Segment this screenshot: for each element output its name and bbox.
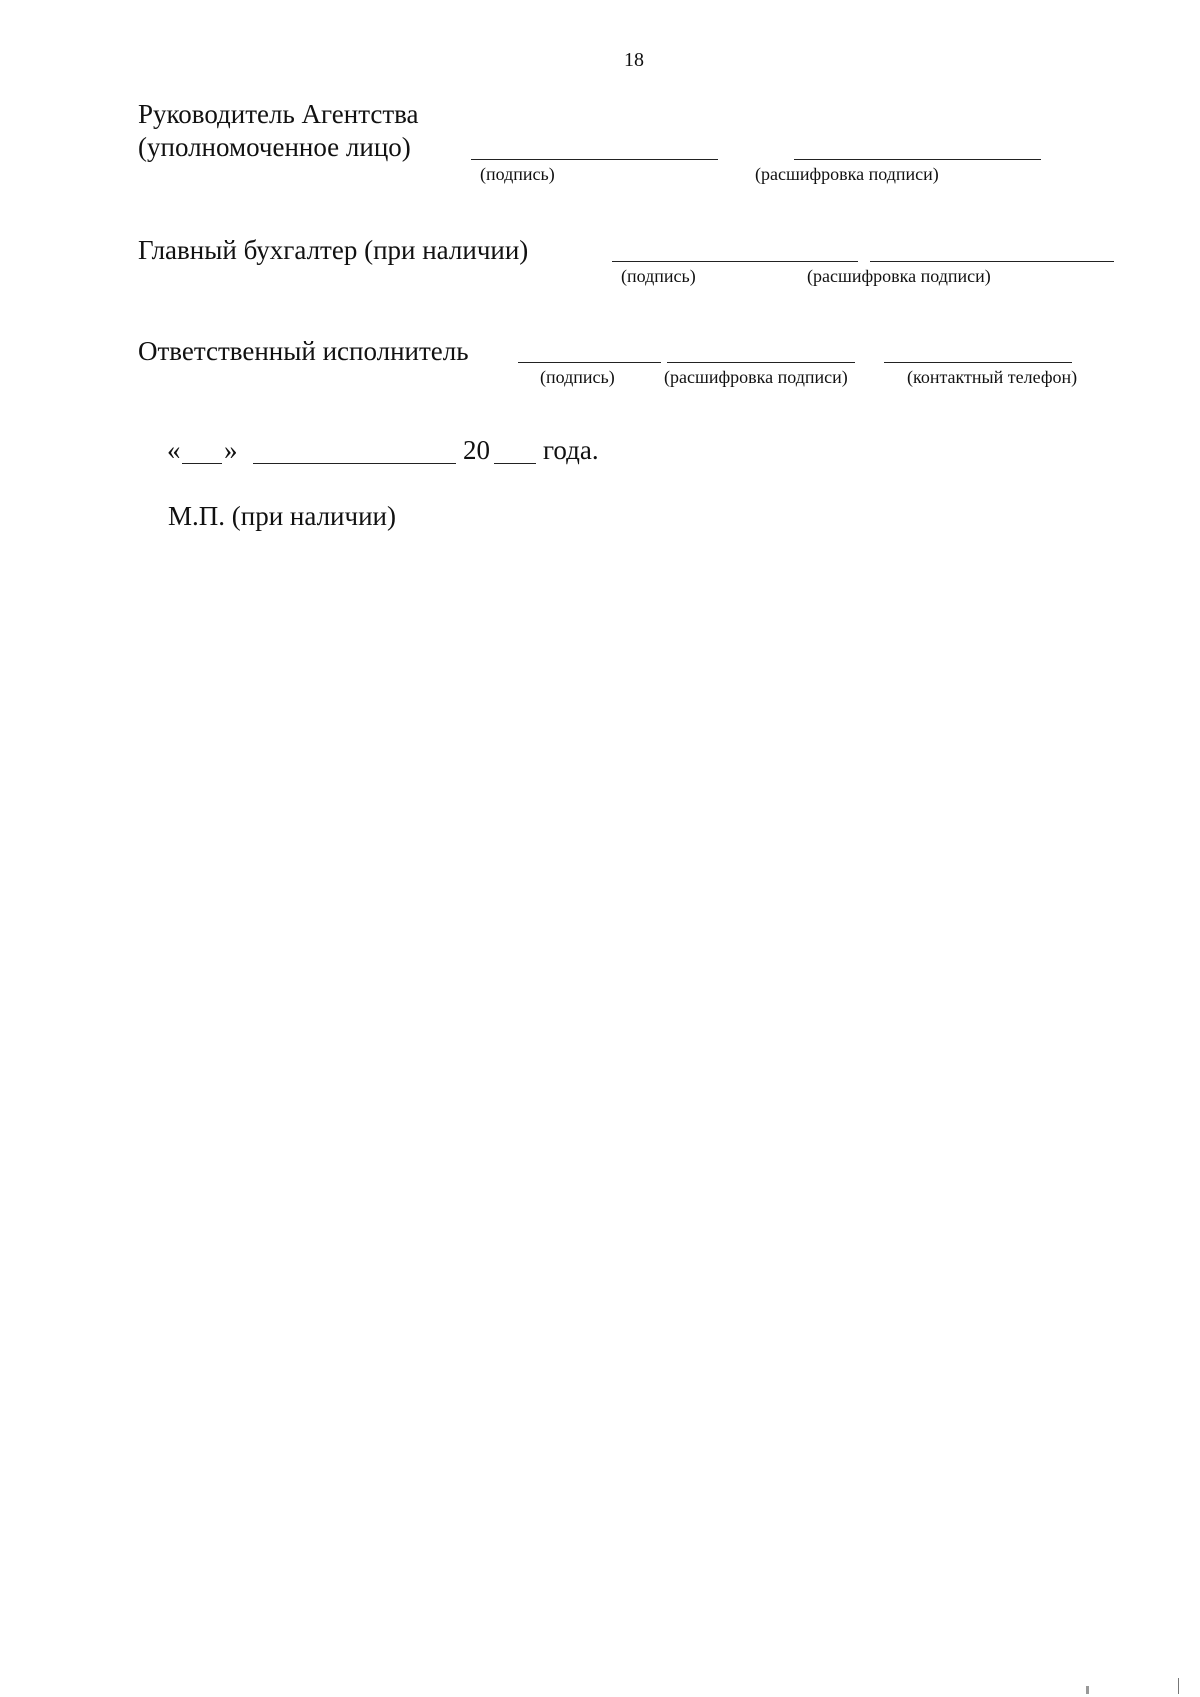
year-suffix: года. (543, 435, 599, 465)
head-title-line1: Руководитель Агентства (138, 99, 419, 129)
executor-signature-caption: (подпись) (540, 367, 615, 387)
accountant-title: Главный бухгалтер (при наличии) (138, 235, 529, 265)
date-close-quote: » (224, 435, 238, 465)
head-decoding-line (794, 159, 1041, 160)
seal-label: М.П. (при наличии) (168, 501, 396, 531)
executor-title: Ответственный исполнитель (138, 336, 469, 366)
head-decoding-caption: (расшифровка подписи) (755, 164, 939, 184)
scan-artifact (1178, 1678, 1179, 1694)
executor-phone-line (884, 362, 1072, 363)
month-blank-line (253, 463, 456, 464)
head-signature-line (471, 159, 718, 160)
page-number: 18 (624, 49, 644, 71)
accountant-decoding-caption: (расшифровка подписи) (807, 266, 991, 286)
year-blank-line (494, 463, 536, 464)
executor-phone-caption: (контактный телефон) (907, 367, 1078, 387)
accountant-decoding-line (870, 261, 1114, 262)
executor-decoding-caption: (расшифровка подписи) (664, 367, 848, 387)
year-prefix: 20 (463, 435, 490, 465)
head-title-line2: (уполномоченное лицо) (138, 132, 411, 162)
day-blank-line (182, 463, 222, 464)
head-signature-caption: (подпись) (480, 164, 555, 184)
accountant-signature-caption: (подпись) (621, 266, 696, 286)
executor-signature-line (518, 362, 661, 363)
date-open-quote: « (167, 435, 181, 465)
scan-artifact (1086, 1686, 1089, 1694)
executor-decoding-line (667, 362, 855, 363)
accountant-signature-line (612, 261, 858, 262)
